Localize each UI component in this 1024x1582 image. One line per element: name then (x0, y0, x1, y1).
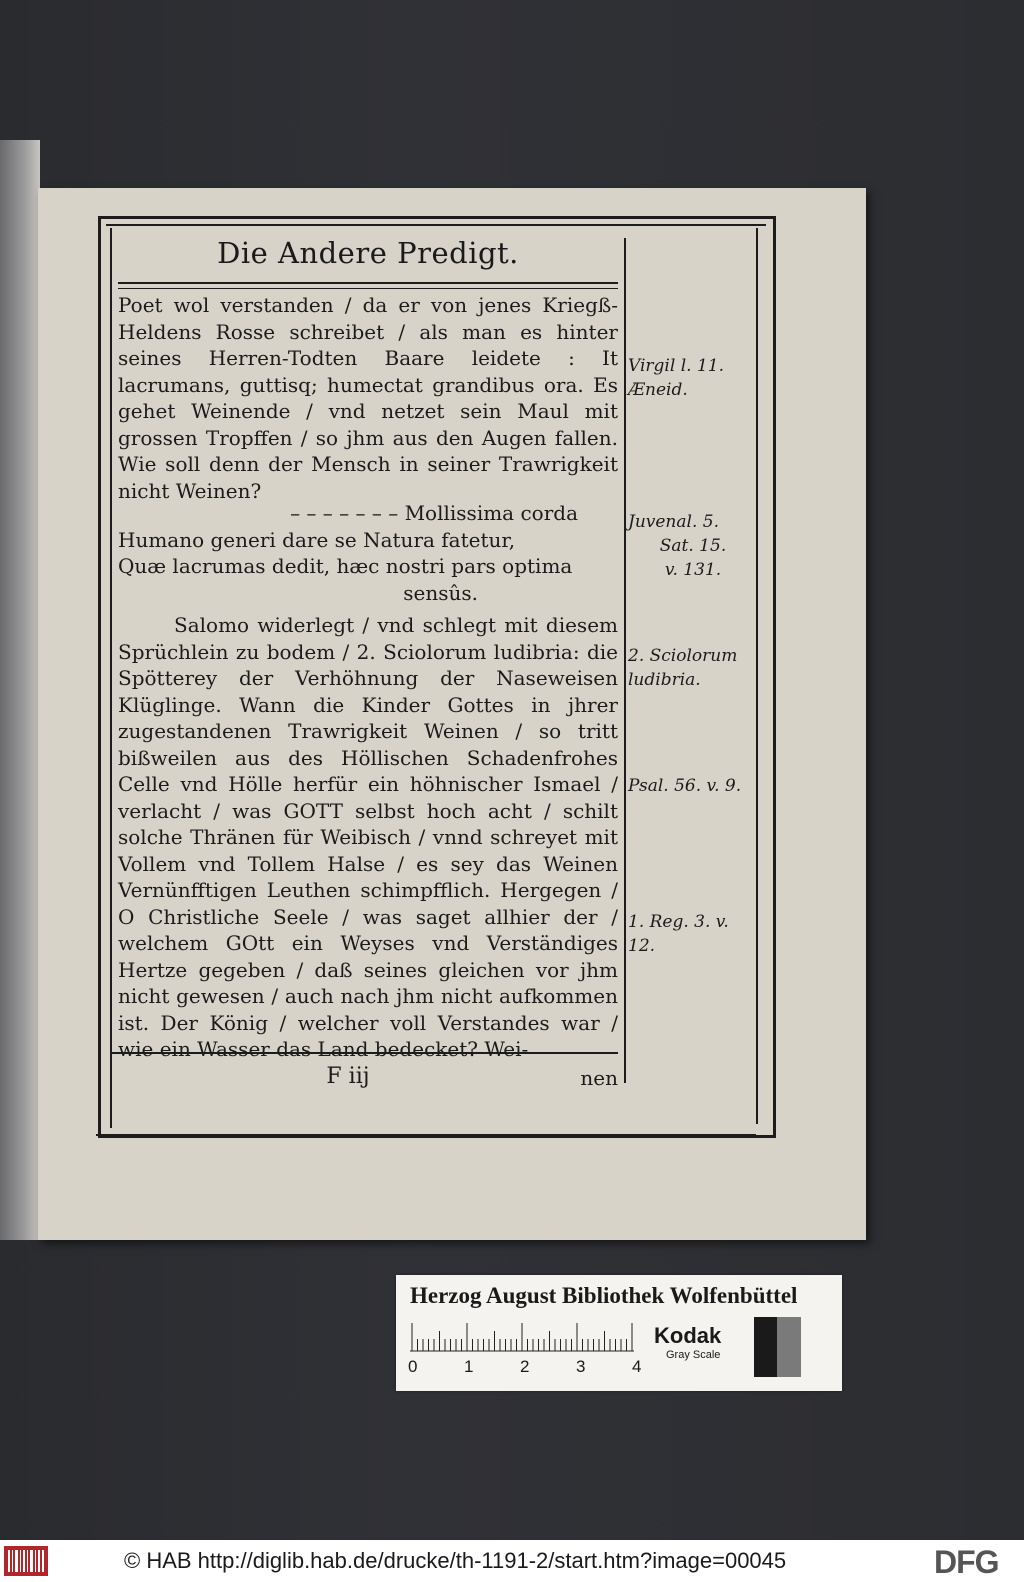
color-calibration-label (396, 1275, 842, 1391)
paragraph-2: Salomo widerlegt / vnd schlegt mit diesem Sprüchlein zu bodem / 2. Sciolorum ludibria: die Spötterey der Verhöhnung der Naseweisen Klüglinge. Wann die Kinder Gottes in jhrer zugestandenen Trawrigkeit Weinen / so tritt bißweilen aus des Höllischen Schadenfrohes Celle vnd Hölle herfür ein höhnischer Ismael / verlacht / was GOTT selbst hoch acht / schilt solche Thränen für Weibisch / vnnd schreyet mit Vollem vnd Tollem Halse / es sey das Weinen Vernünfftigen Leuthen schimpfflich. Hergegen / O Christliche Seele / was saget allhier der / welchem GOtt ein Weyses vnd Verständiges Hertze gegeben / daß seines gleichen vor jhm nicht gewesen / auch nach jhm nicht aufkommen ist. Der König / welcher voll Verstandes war / wie ein Wasser das Land bedecket? Wei- (118, 613, 618, 1061)
barcode-icon (4, 1546, 48, 1576)
gray-swatches (754, 1317, 824, 1377)
swatch-gray (777, 1317, 800, 1377)
margin-note-line: 2. Sciolorum (628, 646, 738, 666)
book-page (38, 188, 866, 1240)
book-edge (0, 140, 40, 1240)
ruler-number: 1 (464, 1357, 474, 1376)
paragraph-1: Poet wol verstanden / da er von jenes Kriegß-Heldens Rosse schreibet / als man es hinter seines Herren-Todten Baare leidete : It lacrumans, guttisq; humectat grandibus ora. Es gehet Weinende / vnd netzet sein Maul mit grossen Tropffen / so jhm aus den Augen fallen. Wie soll denn der Mensch in seiner Trawrigkeit nicht Weinen? (118, 293, 618, 503)
ruler-number: 2 (520, 1357, 530, 1376)
swatch-white (801, 1317, 824, 1377)
ruler-number: 0 (408, 1357, 418, 1376)
verse-line: – – – – – – – Mollissima corda (290, 501, 578, 525)
verse-quotation (118, 500, 618, 604)
running-header: Die Andere Predigt. (217, 236, 519, 270)
margin-note-juvenal (628, 510, 758, 582)
margin-note-line: Æneid. (628, 380, 688, 400)
swatch-black (754, 1317, 777, 1377)
header-rule (118, 282, 618, 284)
margin-note-line: Sat. 15. (659, 536, 727, 556)
margin-note-line: Juvenal. 5. (628, 512, 719, 532)
frame-rule (106, 224, 766, 226)
library-name: Herzog August Bibliothek Wolfenbüttel (410, 1283, 798, 1308)
ruler-number: 4 (632, 1357, 642, 1376)
signature-mark: F iij (326, 1064, 370, 1089)
verse-line: Humano generi dare se Natura fatetur, (118, 527, 516, 552)
verse-line: Quæ lacrumas dedit, hæc nostri pars optima (118, 554, 573, 578)
verse-line: sensûs. (403, 580, 478, 605)
margin-note-sciolorum (628, 644, 758, 692)
footer-bar (0, 1540, 1024, 1582)
kodak-brand: Kodak (654, 1323, 722, 1348)
margin-note-line: ludibria. (628, 670, 701, 690)
margin-note-virgil (628, 354, 758, 402)
frame-rule (110, 228, 112, 1128)
dfg-logo: DFG (934, 1544, 999, 1580)
header-rule (118, 288, 618, 289)
margin-note-line: Virgil l. 11. (628, 356, 724, 376)
margin-note-reg: 1. Reg. 3. v. 12. (628, 912, 729, 956)
catchword: nen (580, 1066, 618, 1090)
copyright-url: © HAB http://diglib.hab.de/drucke/th-1191-2/start.htm?image=00045 (124, 1548, 787, 1573)
footer-rule (112, 1052, 618, 1054)
margin-note-line: v. 131. (664, 560, 722, 580)
column-divider (624, 238, 626, 1083)
ruler-number: 3 (576, 1357, 586, 1376)
ruler-scale (410, 1321, 634, 1355)
frame-rule (96, 1134, 756, 1136)
margin-note-psalm: Psal. 56. v. 9. (628, 776, 742, 796)
ruler-numbers (404, 1357, 644, 1379)
gray-scale-text: Gray Scale (666, 1349, 721, 1361)
